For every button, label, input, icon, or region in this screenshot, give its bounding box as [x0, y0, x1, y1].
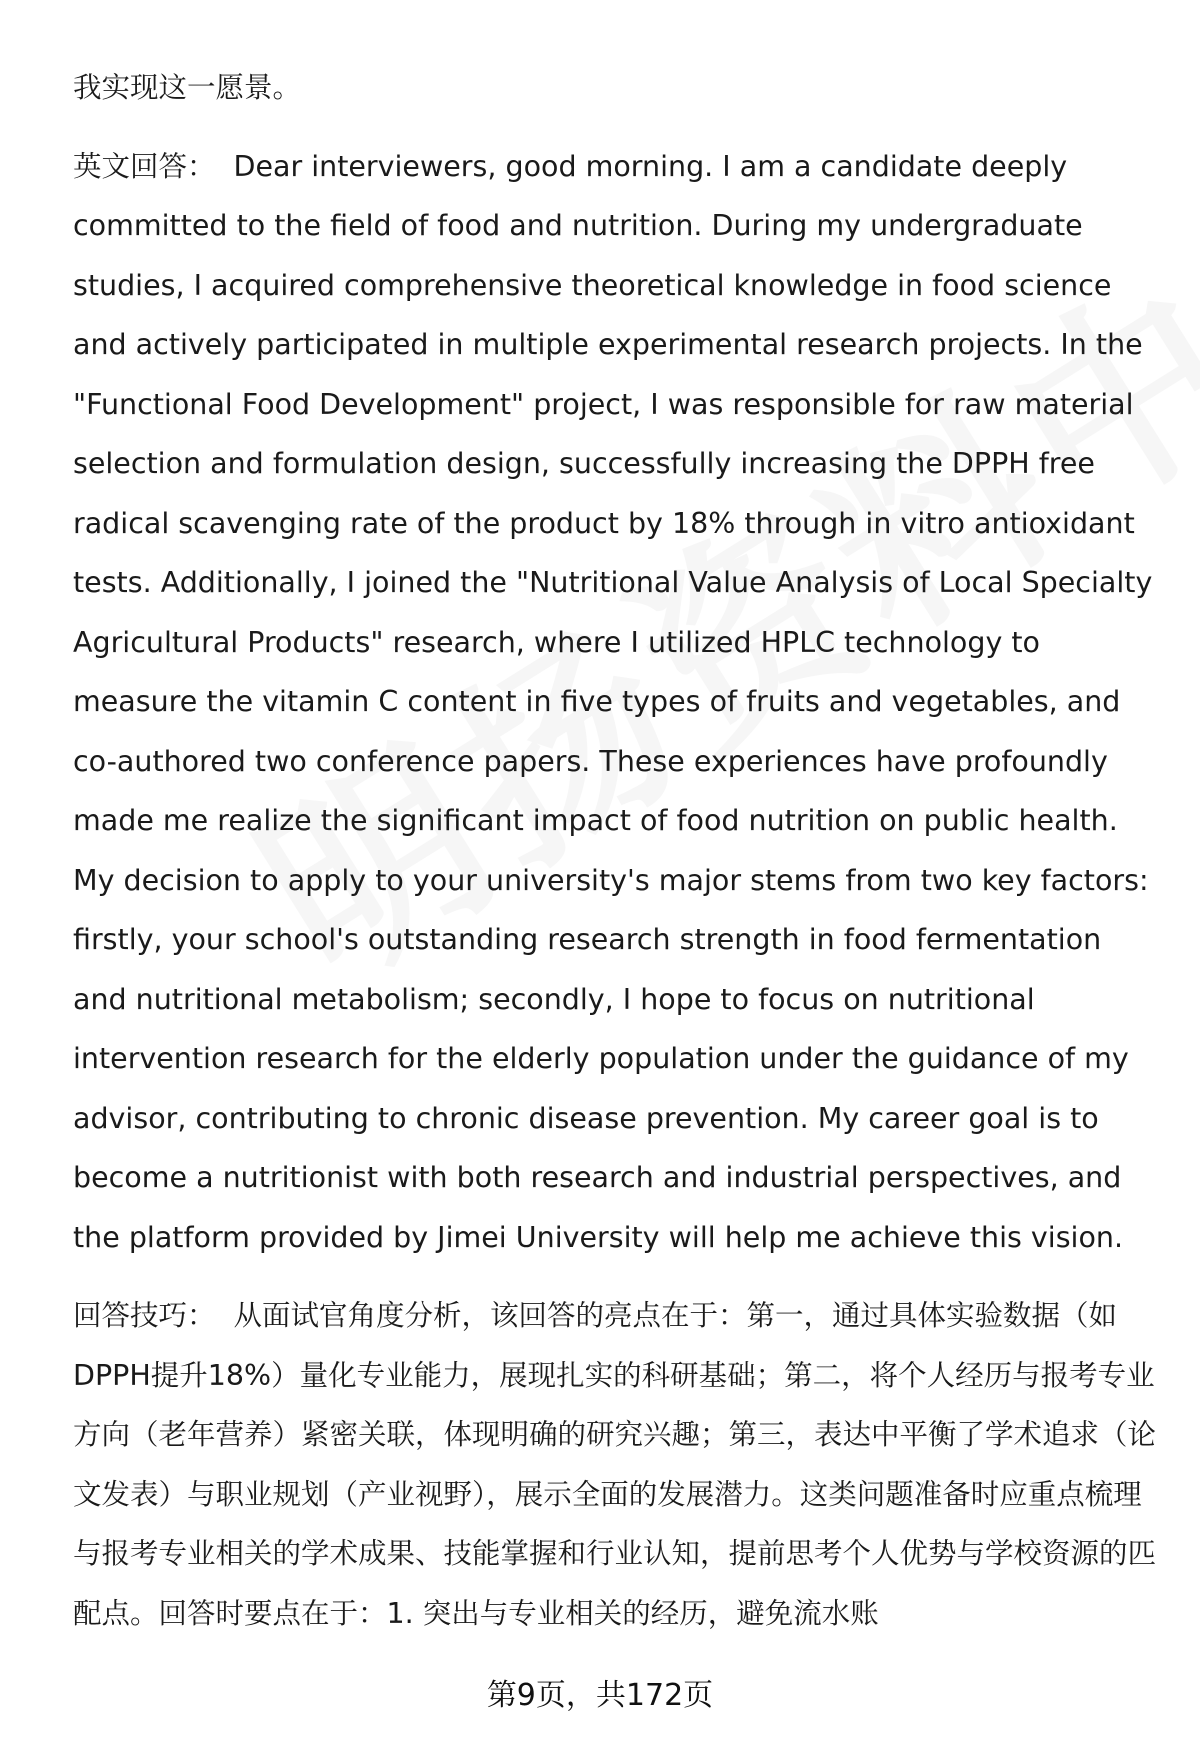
document-body: [73, 58, 1163, 1643]
answer-tips-label: 回答技巧：: [73, 1299, 216, 1332]
continuation-text: 我实现这一愿景。: [73, 71, 302, 104]
english-answer-text: Dear interviewers, good morning. I am a candidate deeply committed to the field of food and nutrition. During my undergraduate studies, I acquired comprehensive theoretical knowledge in food science and actively participated in multiple experimental research projects. In the "Functional Food Development" project, I was responsible for raw material selection and formulation design, successfully increasing the DPPH free radical scavenging rate of the product by 18% through in vitro antioxidant tests. Additionally, I joined the "Nutritional Value Analysis of Local Specialty Agricultural Products" research, where I utilized HPLC technology to measure the vitamin C content in five types of fruits and vegetables, and co-authored two conference papers. These experiences have profoundly made me realize the significant impact of food nutrition on public health. My decision to apply to your university's major stems from two key factors: firstly, your school's outstanding research strength in food fermentation and nutritional metabolism; secondly, I hope to focus on nutritional intervention research for the elderly population under the guidance of my advisor, contributing to chronic disease prevention. My career goal is to become a nutritionist with both research and industrial perspectives, and the platform provided by Jimei University will help me achieve this vision.: [73, 149, 1153, 1254]
english-answer-label: 英文回答：: [73, 149, 216, 183]
answer-tips-text: 从面试官角度分析，该回答的亮点在于：第一，通过具体实验数据（如DPPH提升18%）量化专业能力，展现扎实的科研基础；第二，将个人经历与报考专业方向（老年营养）紧密关联，体现明确的研究兴趣；第三，表达中平衡了学术追求（论文发表）与职业规划（产业视野），展示全面的发展潜力。这类问题准备时应重点梳理与报考专业相关的学术成果、技能掌握和行业认知，提前思考个人优势与学校资源的匹配点。回答时要点在于：1. 突出与专业相关的经历，避免流水账: [73, 1299, 1157, 1630]
answer-tips-paragraph: [73, 1286, 1163, 1643]
english-answer-paragraph: [73, 137, 1163, 1268]
page-number-footer: 第9页，共172页: [486, 1678, 714, 1713]
continuation-paragraph: [73, 58, 1163, 118]
